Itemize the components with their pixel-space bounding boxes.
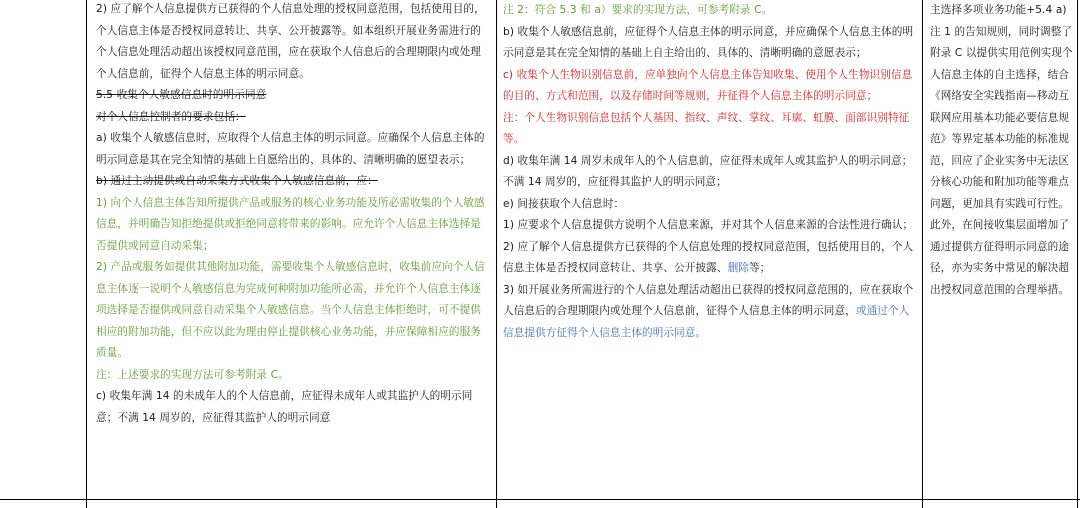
paragraph: a) 收集个人敏感信息时，应取得个人信息主体的明示同意。应确保个人信息主体的明示同意是其在完全知情的基础上自愿给出的、具体的、清晰明确的愿望表示；	[96, 132, 485, 166]
paragraph: 注：个人生物识别信息包括个人基因、指纹、声纹、掌纹、耳廓、虹膜、面部识别特征等。	[503, 111, 910, 145]
table-border	[0, 499, 1080, 500]
paragraph: 主选择多项业务功能+5.4 a) 注 1 的告知规则，同时调整了附录 C 以提供实用范例实现个人信息主体的自主选择，结合《网络安全实践指南—移动互联网应用基本功能必要信息规范》等界定基本功能的标准规范，回应了企业实务中无法区分核心功能和附加功能等难点问题，更加具有实践可行性。	[930, 4, 1073, 210]
paragraph: 1) 向个人信息主体告知所提供产品或服务的核心业务功能及所必需收集的个人敏感信息，并明确告知拒绝提供或拒绝同意将带来的影响。应允许个人信息主体选择是否提供或同意自动采集；	[96, 196, 485, 252]
table-border	[86, 0, 87, 508]
paragraph: d) 收集年满 14 周岁未成年人的个人信息前，应征得未成年人或其监护人的明示同意；不满 14 周岁的，应征得其监护人的明示同意；	[503, 154, 913, 188]
paragraph: e) 间接获取个人信息时：	[503, 197, 625, 210]
paragraph: b) 通过主动提供或自动采集方式收集个人敏感信息前，应：	[96, 175, 378, 187]
paragraph: 1) 应要求个人信息提供方说明个人信息来源，并对其个人信息来源的合法性进行确认；	[503, 219, 914, 231]
highlighted-text: 或通过个人信息提供方征得个人信息主体的明示同意。	[503, 305, 910, 339]
paragraph: b) 收集个人敏感信息前，应征得个人信息主体的明示同意，并应确保个人信息主体的明示同意是其在完全知情的基础上自主给出的、具体的、清晰明确的意愿表示；	[503, 25, 914, 59]
column-old-standard	[96, 0, 490, 429]
table-border	[922, 0, 923, 508]
paragraph: 5.5 收集个人敏感信息时的明示同意	[96, 89, 267, 101]
highlighted-text: 删除	[727, 262, 749, 274]
paragraph: 注：上述要求的实现方法可参考附录 C。	[96, 368, 289, 381]
paragraph: 2) 应了解个人信息提供方已获得的个人信息处理的授权同意范围，包括使用目的，个人信息主体是否授权同意转让、共享、公开披露等。如本组织开展业务需进行的个人信息处理活动超出该授权同意范围，应在获取个人信息后的合理期限内或处理个人信息前，征得个人信息主体的明示同意。	[96, 3, 485, 80]
table-border	[496, 0, 497, 508]
text-span: 2) 应了解个人信息提供方已获得的个人信息处理的授权同意范围，包括使用目的，个人信息主体是否授权同意转让、共享、公开披露、	[503, 240, 914, 274]
paragraph: 此外，在间接收集层面增加了通过提供方征得明示同意的途径，亦为实务中常见的解决超出授权同意范围的合理举措。	[930, 219, 1070, 296]
text-span: 3) 如开展业务所需进行的个人信息处理活动超出已获得的授权同意范围的，应在获取个人信息后的合理期限内或处理个人信息前，征得个人信息主体的明示同意，	[503, 283, 914, 317]
paragraph	[503, 280, 916, 345]
paragraph: c) 收集个人生物识别信息前，应单独向个人信息主体告知收集、使用个人生物识别信息的目的、方式和范围，以及存储时间等规则，并征得个人信息主体的明示同意；	[503, 68, 913, 102]
paragraph: 对个人信息控制者的要求包括：	[96, 110, 246, 123]
paragraph	[503, 237, 916, 280]
paragraph: c) 收集年满 14 的未成年人的个人信息前，应征得未成年人或其监护人的明示同意；不满 14 周岁的，应征得其监护人的明示同意	[96, 390, 473, 424]
paragraph: 2) 产品或服务如提供其他附加功能，需要收集个人敏感信息时，收集前应向个人信息主体逐一说明个人敏感信息为完成何种附加功能所必需，并允许个人信息主体逐项选择是否提供或同意自动采集个人敏感信息。当个人信息主体拒绝时，可不提供相应的附加功能，但不应以此为理由停止提供核心业务功能，并应保障相应的服务质量。	[96, 261, 485, 359]
table-border	[1077, 0, 1078, 508]
text-span: 等；	[748, 262, 771, 274]
paragraph: 注 2：符合 5.3 和 a）要求的实现方法，可参考附录 C。	[503, 4, 773, 16]
column-commentary	[930, 0, 1074, 301]
column-new-standard	[503, 0, 916, 344]
